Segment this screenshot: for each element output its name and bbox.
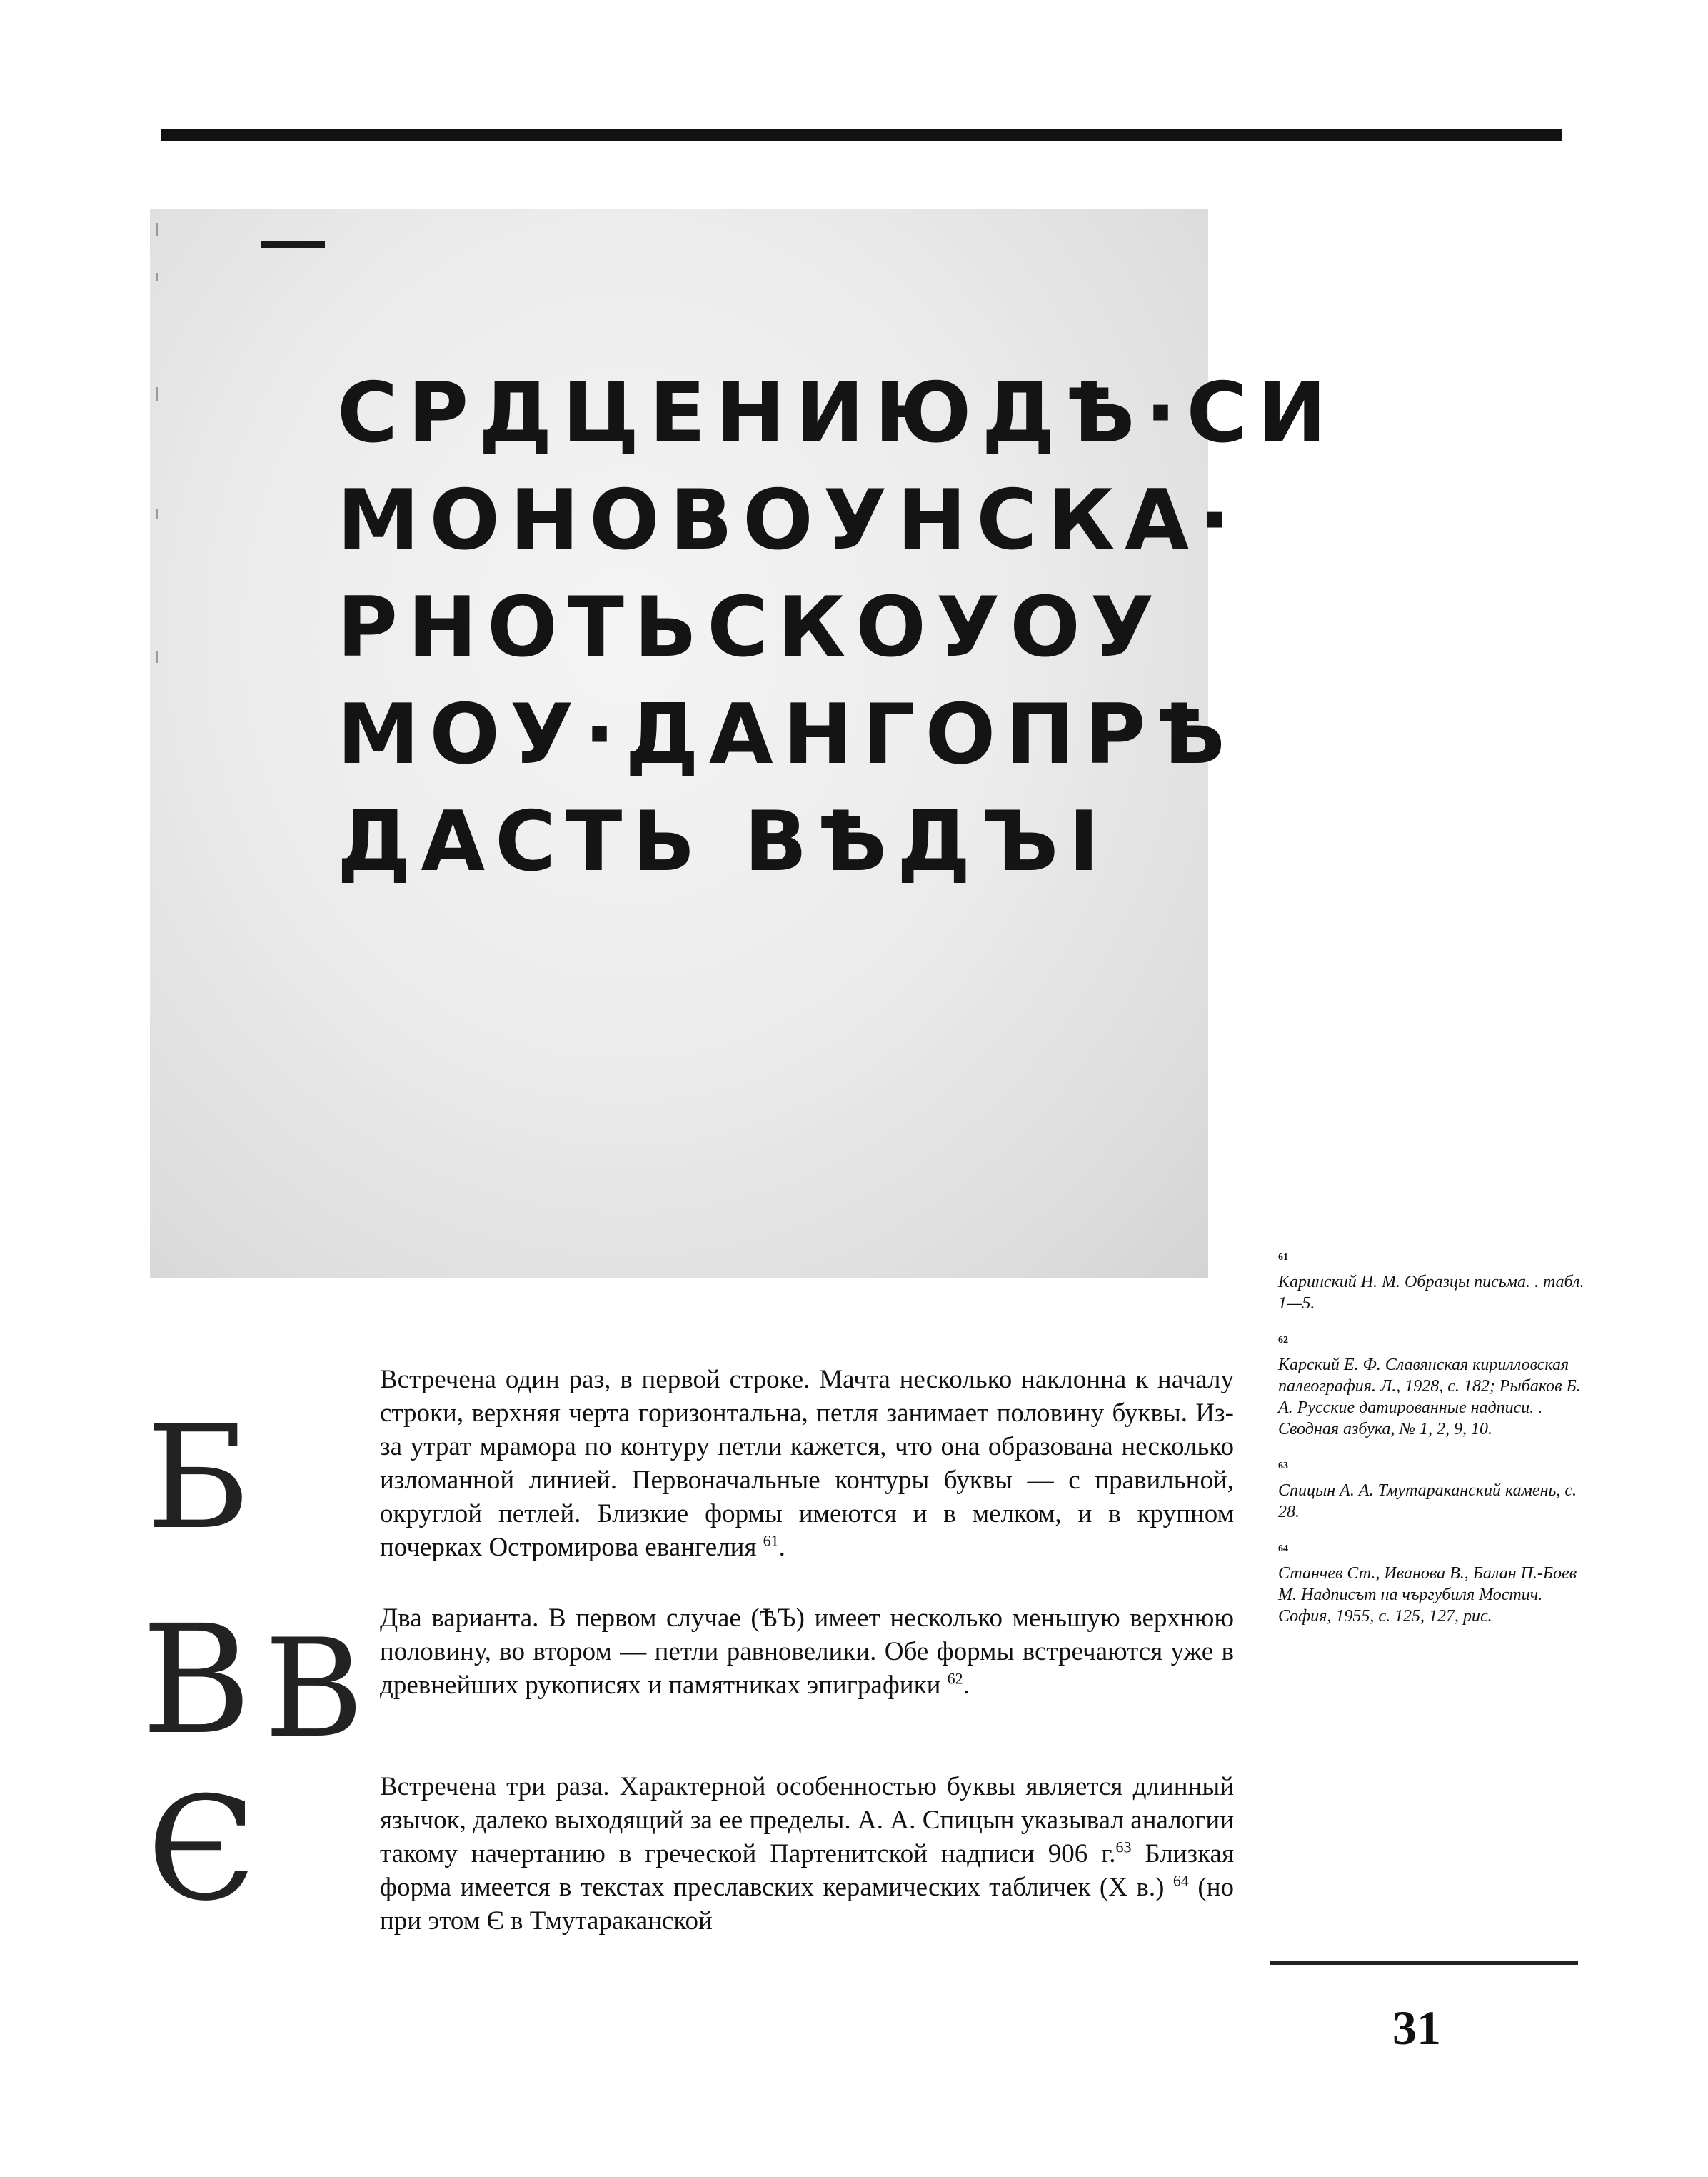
inscription-line: ДАСТЬ ВѢДЪI: [337, 794, 1110, 890]
footnote-ref: 62: [947, 1669, 963, 1688]
footnote-number: 62: [1278, 1335, 1288, 1346]
page-number: 31: [1392, 2001, 1441, 2055]
inscription-line: РНОТЬСКОУОУ: [337, 579, 1165, 676]
footnotes-column: [1278, 1247, 1592, 1643]
footnote-text: Каринский Н. М. Образцы письма. . табл. 1—5.: [1278, 1273, 1584, 1313]
edge-mark: [156, 509, 158, 519]
footnote-ref: 64: [1172, 1871, 1189, 1890]
inscription-text: [337, 360, 1337, 896]
footnote-number: 61: [1278, 1252, 1288, 1263]
inscription-line: МОУ·ДАНГОПРѢ: [337, 686, 1235, 783]
footnote: [1278, 1247, 1592, 1314]
edge-mark: [156, 223, 158, 236]
footnotes-rule: [1270, 1961, 1578, 1965]
letter-drawing-be: Б: [146, 1395, 251, 1561]
footnote-ref: 61: [763, 1531, 779, 1550]
edge-mark: [156, 651, 158, 663]
edge-mark: [156, 387, 158, 401]
letter-drawing-ye: Є: [147, 1766, 257, 1933]
titlo-mark: [261, 241, 325, 248]
paragraph-ye: Встречена три раза. Характерной особенностью буквы является длинный язычок, далеко выходящий за ее пределы. А. А. Спицын указывал аналогии такому начертанию в греческой Партенитской надписи 906 г.$^{63}$ Близкая форма имеется в текстах преславских керамических табличек (X в.) $^{64}$ (но при этом Є в Тмутараканской: [380, 1772, 1234, 1936]
header-rule: [161, 129, 1562, 141]
letter-drawing-ve-2: В: [264, 1610, 364, 1768]
paragraph-ve: Два варианта. В первом случае (ѢЪ) имеет несколько меньшую верхнюю половину, во втором — петли равновелики. Обе формы встречаются уже в древнейших рукописях и памятниках эпиграфики $^{62}$.: [380, 1603, 1234, 1700]
footnote-text: Станчев Ст., Иванова В., Балан П.-Боев М. Надписът на чъргубиля Мостич. София, 1955, с. 125, 127, рис.: [1278, 1564, 1577, 1626]
edge-mark: [156, 273, 158, 281]
footnote-text: Карский Е. Ф. Славянская кирилловская палеография. Л., 1928, с. 182; Рыбаков Б. А. Русские датированные надписи. . Сводная азбука, № 1, 2, 9, 10.: [1278, 1356, 1581, 1438]
inscription-line: МОНОВОУНСКА·: [337, 472, 1241, 569]
footnote-text: Спицын А. А. Тмутараканский камень, с. 28.: [1278, 1481, 1577, 1521]
footnote: [1278, 1538, 1592, 1627]
footnote-number: 64: [1278, 1543, 1288, 1554]
paragraph-be: Встречена один раз, в первой строке. Мачта несколько наклонна к началу строки, верхняя черта горизонтальна, петля занимает половину буквы. Из-за утрат мрамора по контуру петли кажется, что она образована несколько изломанной линией. Первоначальные контуры буквы — с правильной, округлой петлей. Близкие формы имеются и в мелком, и в крупном почерках Остромирова евангелия $^{61}$.: [380, 1365, 1234, 1562]
footnote: [1278, 1456, 1592, 1523]
footnote-number: 63: [1278, 1461, 1288, 1471]
letter-drawing-ve-1: В: [141, 1593, 252, 1768]
footnote: [1278, 1330, 1592, 1440]
footnote-ref: 63: [1115, 1838, 1132, 1856]
inscription-line: СРДЦЕНИЮДѢ·СИ: [337, 365, 1337, 461]
